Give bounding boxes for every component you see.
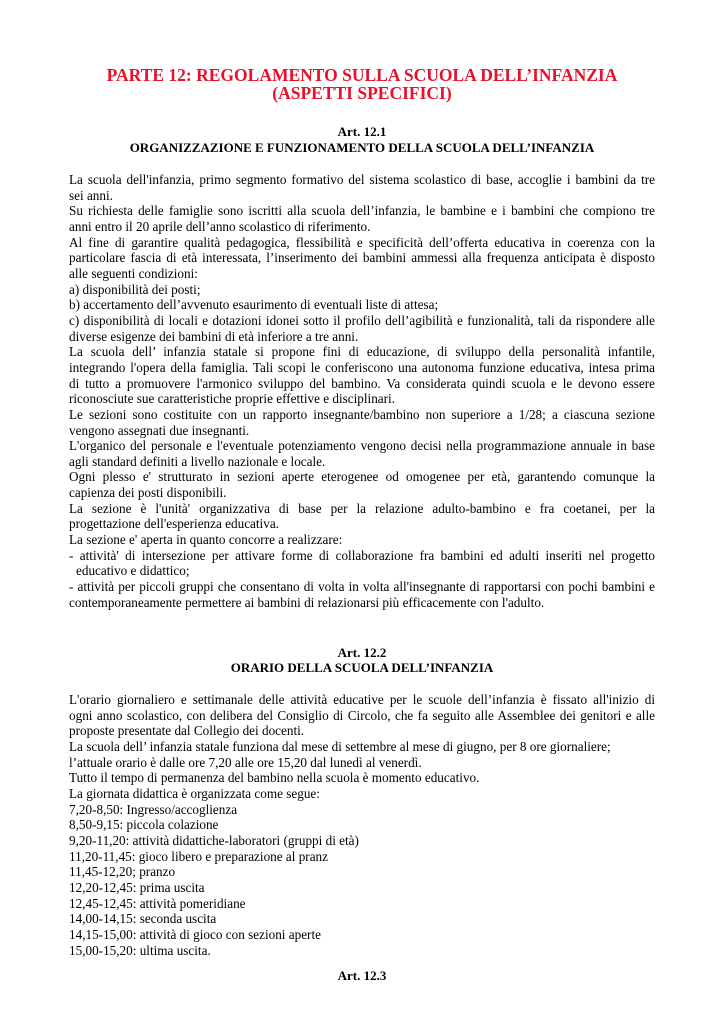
schedule-item: 15,00-15,20: ultima uscita. bbox=[69, 942, 211, 958]
text-line: agli standard definiti a livello nazionale e locale. bbox=[69, 453, 326, 469]
text-line: proposte presentate dal Collegio dei docenti. bbox=[69, 723, 305, 739]
article-12-1-body bbox=[69, 172, 655, 610]
schedule-item: 9,20-11,20: attività didattiche-laboratori (gruppi di età) bbox=[69, 832, 359, 848]
schedule-item: 11,45-12,20; pranzo bbox=[69, 864, 176, 880]
text-line: La scuola dell’ infanzia statale funziona dal mese di settembre al mese di giugno, per 8 ore giornaliere; bbox=[69, 738, 611, 754]
text-line: La sezione e' aperta in quanto concorre a realizzare: bbox=[69, 532, 343, 548]
article-12-2-body bbox=[69, 692, 655, 958]
text-line: b) accertamento dell’avvenuto esaurimento di eventuali liste di attesa; bbox=[69, 297, 439, 313]
article-12-1-number: Art. 12.1 bbox=[337, 124, 387, 139]
text-line: di tutto a promuovere l'armonico sviluppo del bambino. Va considerata quindi scuola e le devono essere bbox=[69, 375, 655, 391]
text-line: integrando l'opera della famiglia. Tali scopi le conferiscono una autonoma funzione educativa, intesa prima bbox=[69, 359, 655, 375]
article-12-3-number: Art. 12.3 bbox=[337, 968, 387, 983]
text-line: ogni anno scolastico, con delibera del Consiglio di Circolo, che fa seguito alle Assemblee dei genitori e alle bbox=[69, 707, 655, 723]
article-12-1-heading: ORGANIZZAZIONE E FUNZIONAMENTO DELLA SCUOLA DELL’INFANZIA bbox=[129, 140, 595, 155]
text-line: Su richiesta delle famiglie sono iscritti alla scuola dell’infanzia, le bambine e i bambini che compiono tre bbox=[69, 203, 655, 219]
page-title bbox=[80, 66, 644, 102]
schedule-item: 14,00-14,15: seconda uscita bbox=[69, 911, 217, 927]
schedule-item: 8,50-9,15: piccola colazione bbox=[69, 817, 219, 833]
text-line: educativo e didattico; bbox=[76, 563, 190, 579]
text-line: Al fine di garantire qualità pedagogica, flessibilità e specificità dell’offerta educativa in coerenza con la bbox=[69, 234, 655, 250]
schedule-item: 12,20-12,45: prima uscita bbox=[69, 879, 205, 895]
schedule-item: 14,15-15,00: attività di gioco con sezioni aperte bbox=[69, 926, 321, 942]
text-line: - attività per piccoli gruppi che consentano di volta in volta all'insegnante di rapportarsi con pochi bambini e bbox=[69, 579, 655, 595]
text-line: progettazione dell'esperienza educativa. bbox=[69, 516, 279, 532]
schedule-item: 11,20-11,45: gioco libero e preparazione al pranz bbox=[69, 848, 329, 864]
text-line: La scuola dell’ infanzia statale si propone fini di educazione, di sviluppo della personalità infantile, bbox=[69, 344, 655, 360]
article-12-2-heading: ORARIO DELLA SCUOLA DELL’INFANZIA bbox=[230, 660, 494, 675]
text-line: anni entro il 20 aprile dell’anno scolastico di riferimento. bbox=[69, 218, 371, 234]
text-line: La giornata didattica è organizzata come segue: bbox=[69, 785, 320, 801]
text-line: - attività' di intersezione per attivare forme di collaborazione fra bambini ed adulti inseriti nel progetto bbox=[69, 547, 655, 563]
text-line: contemporaneamente permettere ai bambini di relazionarsi più efficacemente con l'adulto. bbox=[69, 594, 545, 610]
schedule-item: 12,45-12,45: attività pomeridiane bbox=[69, 895, 246, 911]
text-line: La scuola dell'infanzia, primo segmento formativo del sistema scolastico di base, accoglie i bambini da tre bbox=[69, 172, 655, 187]
text-line: Ogni plesso e' strutturato in sezioni aperte eterogenee od omogenee per età, garantendo comunque la bbox=[69, 469, 655, 485]
title-line-1: PARTE 12: REGOLAMENTO SULLA SCUOLA DELL’INFANZIA bbox=[106, 65, 618, 85]
title-line-2: (ASPETTI SPECIFICI) bbox=[272, 83, 452, 103]
text-line: a) disponibilità dei posti; bbox=[69, 281, 201, 297]
article-12-2-number: Art. 12.2 bbox=[337, 645, 387, 660]
schedule-item: 7,20-8,50: Ingresso/accoglienza bbox=[69, 801, 238, 817]
text-line: L'organico del personale e l'eventuale potenziamento vengono decisi nella programmazione annuale in base bbox=[69, 438, 655, 454]
text-line: alle seguenti condizioni: bbox=[69, 265, 198, 281]
text-line: vengono assegnati due insegnanti. bbox=[69, 422, 250, 438]
text-line: L'orario giornaliero e settimanale delle attività educative per le scuole dell’infanzia è fissato all'inizio di bbox=[69, 692, 655, 707]
text-line: sei anni. bbox=[69, 187, 113, 203]
text-line: c) disponibilità di locali e dotazioni idonei sotto il profilo dell’agibilità e funzionalità, tali da rispondere alle bbox=[69, 312, 655, 328]
text-line: Le sezioni sono costituite con un rapporto insegnante/bambino non superiore a 1/28; a ciascuna sezione bbox=[69, 406, 655, 422]
text-line: diverse esigenze dei bambini di età inferiore a tre anni. bbox=[69, 328, 359, 344]
text-line: riconosciute sue caratteristiche proprie effettive e disciplinari. bbox=[69, 391, 396, 407]
text-line: Tutto il tempo di permanenza del bambino nella scuola è momento educativo. bbox=[69, 770, 480, 786]
text-line: capienza dei posti disponibili. bbox=[69, 485, 227, 501]
text-line: particolare fascia di età interessata, l’inserimento dei bambini ammessi alla frequenza anticipata è disposto bbox=[69, 250, 655, 266]
text-line: La sezione è l'unità' organizzativa di base per la relazione adulto-bambino e fra coetanei, per la bbox=[69, 500, 655, 516]
text-line: l’attuale orario è dalle ore 7,20 alle ore 15,20 dal lunedì al venerdì. bbox=[69, 754, 422, 770]
